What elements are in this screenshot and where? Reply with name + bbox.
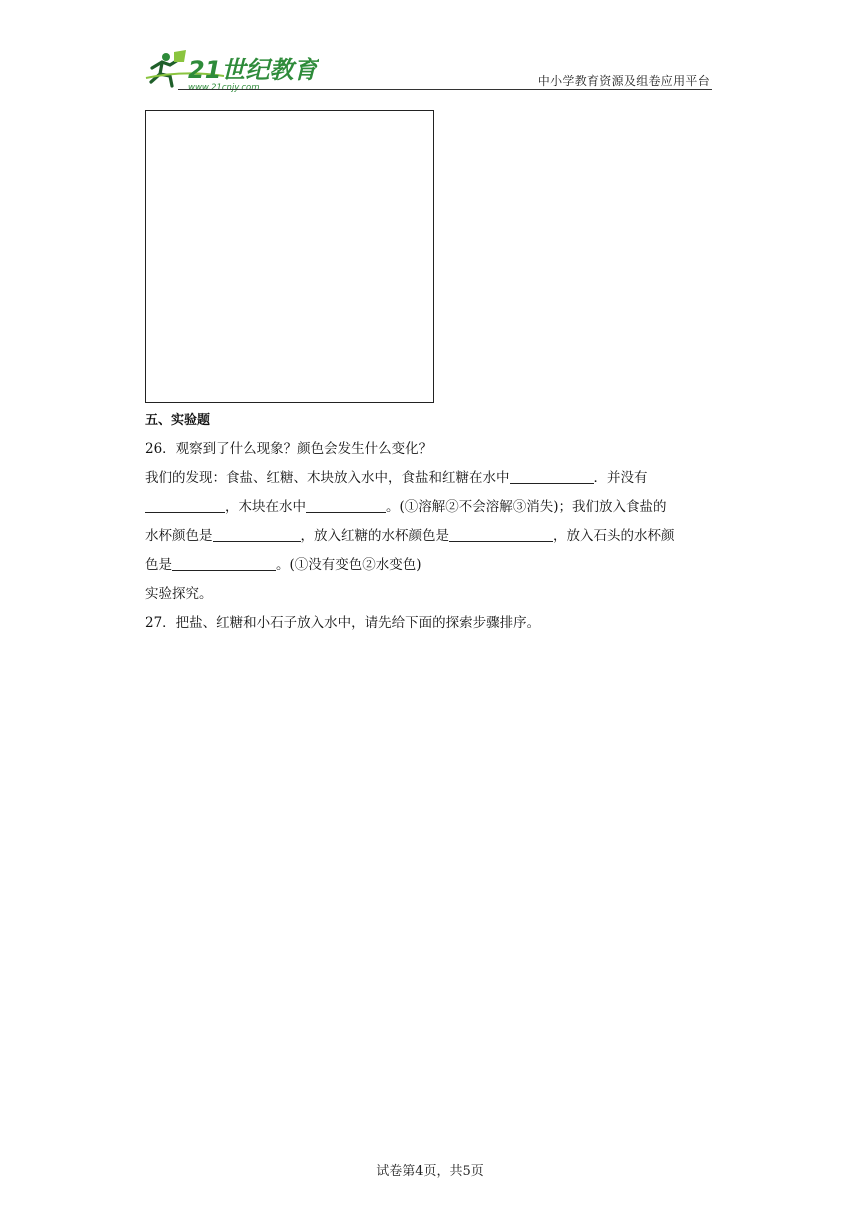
fill-blank-2[interactable] [145, 496, 225, 513]
logo-21cnjy [144, 48, 319, 92]
page-footer: 试卷第4页，共5页 [376, 1164, 484, 1179]
fill-blank-4[interactable] [213, 525, 301, 542]
question-26-line-3: 水杯颜色是 ，放入红糖的水杯颜色是 ，放入石头的水杯颜 [145, 522, 720, 551]
question-26-line-2: ，木块在水中 。(①溶解②不会溶解③消失)；我们放入食盐的 [145, 493, 720, 522]
section-title: 五、实验题 [145, 413, 211, 428]
fill-blank-3[interactable] [306, 496, 386, 513]
question-27-title: 27．把盐、红糖和小石子放入水中，请先给下面的探索步骤排序。 [145, 615, 541, 631]
fill-blank-5[interactable] [449, 525, 553, 542]
question-26-title: 26．观察到了什么现象？颜色会发生什么变化？ [145, 441, 433, 457]
platform-name: 中小学教育资源及组卷应用平台 [537, 74, 710, 88]
question-26-line-4: 色是 。(①没有变色②水变色) [145, 551, 720, 580]
fill-blank-1[interactable] [510, 467, 594, 484]
page-header [140, 40, 712, 92]
logo-brand-text: 21世纪教育 [188, 56, 318, 84]
question-content [145, 406, 720, 638]
question-26-line-1: 我们的发现：食盐、红糖、木块放入水中，食盐和红糖在水中 ．并没有 [145, 464, 720, 493]
logo-runner-icon [144, 48, 319, 92]
fill-blank-6[interactable] [172, 554, 276, 571]
logo-url-text: www.21cnjy.com [188, 83, 260, 92]
header-divider [178, 89, 712, 90]
answer-drawing-box [145, 110, 434, 403]
question-26-line-5: 实验探究。 [145, 586, 213, 602]
